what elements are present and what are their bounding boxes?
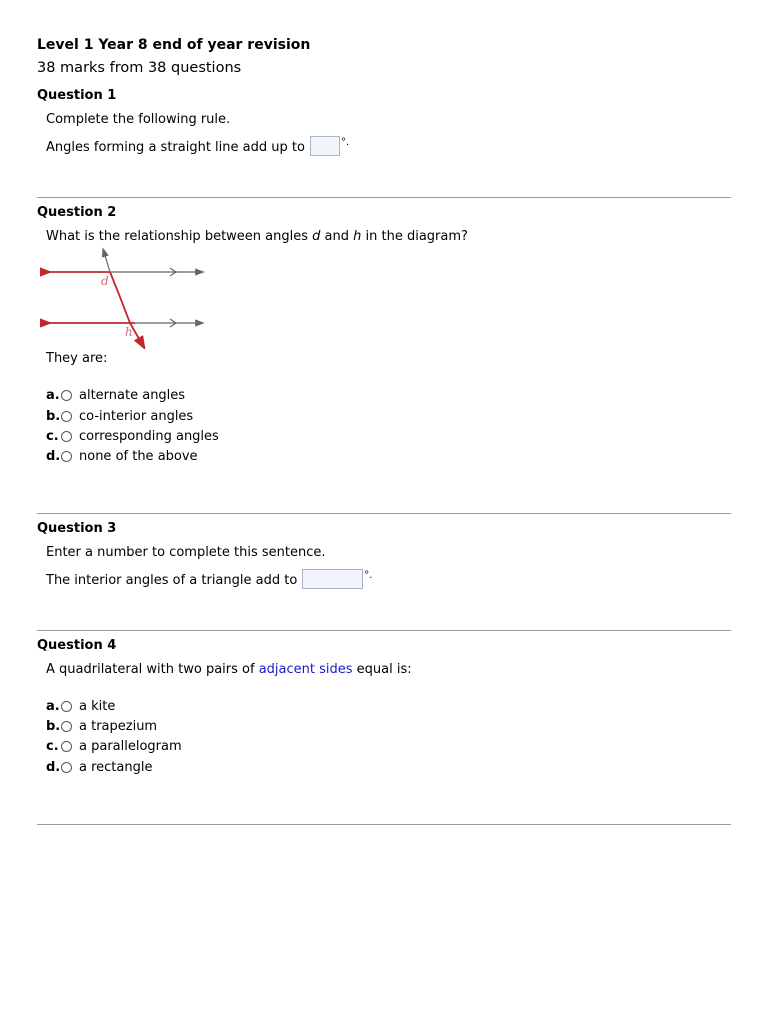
radio-button[interactable] <box>61 451 72 462</box>
option-co-interior-angles[interactable] <box>46 409 193 424</box>
option-a-trapezium[interactable] <box>46 719 157 734</box>
question-2-lead: They are: <box>46 351 108 366</box>
page-subtitle: 38 marks from 38 questions <box>37 60 242 76</box>
question-1-answer-input[interactable] <box>310 136 340 156</box>
angle-d-variable: d <box>312 229 321 244</box>
radio-button[interactable] <box>61 721 72 732</box>
option-label: none of the above <box>79 449 198 464</box>
question-4-text <box>46 662 412 677</box>
option-letter: b. <box>46 409 61 424</box>
option-alternate-angles[interactable] <box>46 388 185 403</box>
radio-button[interactable] <box>61 762 72 773</box>
page-title: Level 1 Year 8 end of year revision <box>37 37 311 53</box>
question-1-instruction: Complete the following rule. <box>46 112 231 127</box>
radio-button[interactable] <box>61 390 72 401</box>
angle-h-variable: h <box>353 229 362 244</box>
parallel-lines-diagram <box>40 247 210 349</box>
question-divider <box>37 197 731 198</box>
question-2-text-end: in the diagram? <box>361 229 468 244</box>
transversal-top <box>104 252 110 272</box>
option-corresponding-angles[interactable] <box>46 429 219 444</box>
question-2-heading: Question 2 <box>37 205 117 220</box>
question-divider <box>37 824 731 825</box>
question-4-text-start: A quadrilateral with two pairs of <box>46 662 259 677</box>
radio-button[interactable] <box>61 431 72 442</box>
question-divider <box>37 630 731 631</box>
option-a-rectangle[interactable] <box>46 760 152 775</box>
question-1-prompt-line <box>46 137 349 156</box>
question-divider <box>37 513 731 514</box>
angle-label-h: h <box>125 325 133 339</box>
option-letter: a. <box>46 699 60 714</box>
question-3-prompt-line <box>46 570 372 589</box>
question-2-text-start: What is the relationship between angles <box>46 229 313 244</box>
option-label: a kite <box>79 699 116 714</box>
option-a-parallelogram[interactable] <box>46 739 182 754</box>
question-3-prompt: The interior angles of a triangle add to <box>46 573 298 588</box>
option-letter: c. <box>46 739 59 754</box>
option-label: a trapezium <box>79 719 158 734</box>
question-1-heading: Question 1 <box>37 88 117 103</box>
angle-label-d: d <box>101 274 109 288</box>
question-1-prompt: Angles forming a straight line add up to <box>46 140 305 155</box>
option-letter: c. <box>46 429 59 444</box>
question-3-instruction: Enter a number to complete this sentence. <box>46 545 326 560</box>
question-2-text-mid: and <box>320 229 354 244</box>
question-3-heading: Question 3 <box>37 521 117 536</box>
option-none-of-the-above[interactable] <box>46 449 198 464</box>
option-label: alternate angles <box>79 388 186 403</box>
degree-unit: °. <box>364 570 373 581</box>
option-label: a rectangle <box>79 760 153 775</box>
radio-button[interactable] <box>61 701 72 712</box>
question-4-text-end: equal is: <box>352 662 412 677</box>
option-letter: d. <box>46 449 61 464</box>
option-label: a parallelogram <box>79 739 182 754</box>
question-2-text <box>46 229 468 244</box>
option-a-kite[interactable] <box>46 699 115 714</box>
degree-unit: °. <box>340 137 350 148</box>
adjacent-sides-link[interactable]: adjacent sides <box>258 662 353 677</box>
option-letter: a. <box>46 388 60 403</box>
radio-button[interactable] <box>61 741 72 752</box>
option-label: co-interior angles <box>79 409 194 424</box>
question-3-answer-input[interactable] <box>302 569 363 589</box>
radio-button[interactable] <box>61 411 72 422</box>
option-letter: b. <box>46 719 61 734</box>
question-4-heading: Question 4 <box>37 638 117 653</box>
option-letter: d. <box>46 760 61 775</box>
transversal-middle <box>110 272 130 323</box>
option-label: corresponding angles <box>79 429 219 444</box>
